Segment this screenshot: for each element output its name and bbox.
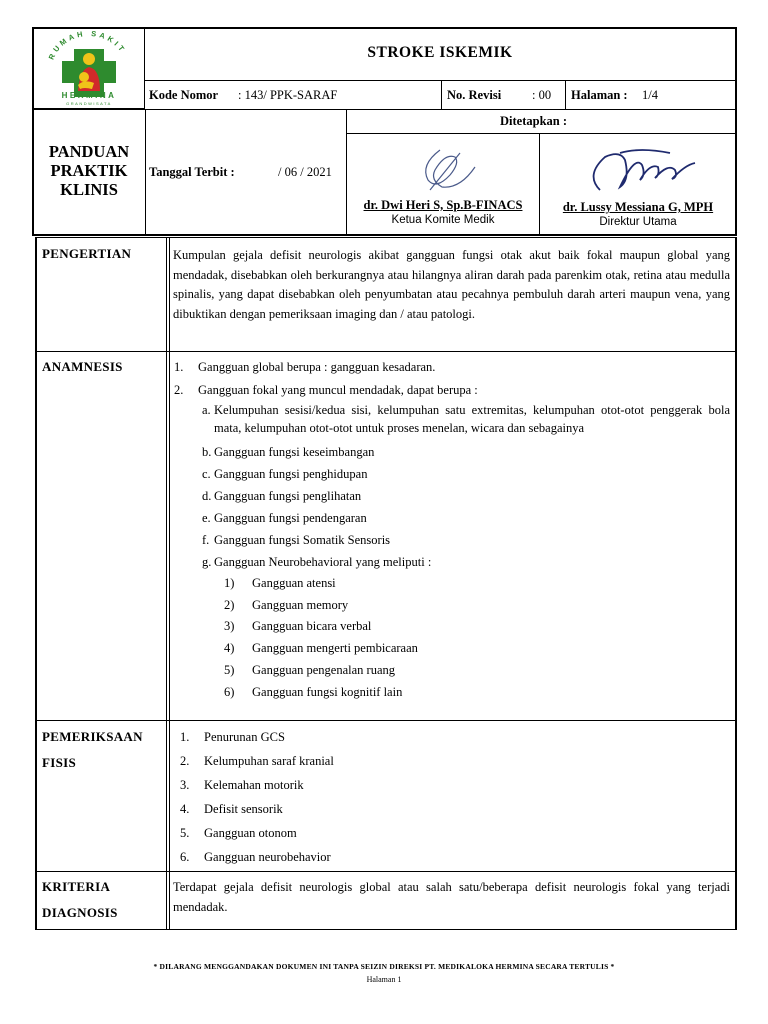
doc-type-line1: PANDUAN xyxy=(48,142,130,161)
anamnesis-label: ANAMNESIS xyxy=(42,359,123,374)
ditetapkan-label: Ditetapkan : xyxy=(500,114,568,128)
neuro-item-3: 3) Gangguan bicara verbal xyxy=(224,619,372,634)
page-value: 1/4 xyxy=(642,88,658,102)
revision-label: No. Revisi xyxy=(447,88,502,102)
logo-tagline: GRANDWISATA xyxy=(66,101,112,106)
row-divider-1 xyxy=(35,351,737,352)
ditetapkan-divider xyxy=(346,133,736,134)
signer-2-role: Direktur Utama xyxy=(599,216,677,228)
pemeriksaan-list xyxy=(180,725,720,869)
footer-warning: * DILARANG MENGGANDAKAN DOKUMEN INI TANPA SEIZIN DIREKSI PT. MEDIKALOKA HERMINA SECARA TERTULIS * xyxy=(153,962,615,971)
neuro-item-1: 1) Gangguan atensi xyxy=(224,576,336,590)
signer-1-role: Ketua Komite Medik xyxy=(391,214,495,226)
document-title: STROKE ISKEMIK xyxy=(367,44,513,61)
neuro-item-6: 6) Gangguan fungsi kognitif lain xyxy=(224,684,403,699)
pemeriksaan-item-1: 1. Penurunan GCS xyxy=(180,730,285,744)
pemeriksaan-item-5: 5. Gangguan otonom xyxy=(180,826,297,840)
signature-2 xyxy=(580,145,710,200)
row-divider xyxy=(33,109,736,110)
page-label: Halaman : xyxy=(571,88,628,102)
anamnesis-sub-a: a. Kelumpuhan sesisi/kedua sisi, kelumpuhan satu extremitas, kelumpuhan otot-otot penggerak bola mata, kelumpuhan otot-otot untuk proses menelan, wicara dan sebagainya xyxy=(202,403,730,435)
anamnesis-sublist xyxy=(202,401,730,703)
anamnesis-sub-c: c. Gangguan fungsi penghidupan xyxy=(202,467,368,481)
pemeriksaan-item-2: 2. Kelumpuhan saraf kranial xyxy=(180,754,334,768)
issue-value: / 06 / 2021 xyxy=(278,165,332,179)
doc-type xyxy=(33,142,145,199)
kriteria-text: Terdapat gejala defisit neurologis global atau salah satu/beberapa defisit neurologis fokal yang terjadi mendadak. xyxy=(173,880,730,914)
row-divider-3 xyxy=(35,871,737,872)
code-label: Kode Nomor xyxy=(149,88,219,102)
pengertian-text: Kumpulan gejala defisit neurologis akibat gangguan fungsi otak akut baik fokal maupun global yang mendadak, disebabkan oleh berkurangnya atau hilangnya aliran darah pada parenkim otak, retina atau medulla spinalis, yang dapat disebabkan oleh penyumbatan atau pecahnya pembuluh darah arteri maupun vena, yang dibuktikan dengan pemeriksaan imaging dan / atau patologi. xyxy=(173,248,730,321)
anamnesis-item-2: 2. Gangguan fokal yang muncul mendadak, dapat berupa : xyxy=(174,383,478,397)
doc-type-line3: KLINIS xyxy=(60,180,118,199)
revision-value: : 00 xyxy=(532,88,552,102)
neuro-item-2: 2) Gangguan memory xyxy=(224,597,349,612)
anamnesis-item-1: 1. Gangguan global berupa : gangguan kesadaran. xyxy=(174,360,436,374)
logo-arc-text: RUMAH SAKIT xyxy=(46,29,128,62)
body-col-divider xyxy=(166,237,167,930)
pemeriksaan-item-4: 4. Defisit sensorik xyxy=(180,802,283,816)
divider-v2 xyxy=(565,80,566,109)
logo-cell xyxy=(33,28,145,109)
pemeriksaan-item-6: 6. Gangguan neurobehavior xyxy=(180,850,331,864)
logo-name: HERMINA xyxy=(61,91,117,100)
kriteria-label: KRITERIA DIAGNOSIS xyxy=(42,879,118,920)
code-value: : 143/ PPK-SARAF xyxy=(238,88,338,102)
divider-v3 xyxy=(145,109,146,236)
pengertian-label: PENGERTIAN xyxy=(42,246,132,261)
anamnesis-sub-b: b. Gangguan fungsi keseimbangan xyxy=(202,445,375,459)
neurobehavioral-list xyxy=(224,573,730,703)
signer-1-name: dr. Dwi Heri S, Sp.B-FINACS xyxy=(363,198,523,212)
divider-v1 xyxy=(441,80,442,109)
signer-2-name: dr. Lussy Messiana G, MPH xyxy=(562,200,714,214)
anamnesis-sub-g: g. Gangguan Neurobehavioral yang meliputi : xyxy=(202,555,432,569)
footer-page: Halaman 1 xyxy=(366,975,402,984)
issue-label: Tanggal Terbit : xyxy=(149,165,235,179)
neuro-item-4: 4) Gangguan mengerti pembicaraan xyxy=(224,641,418,656)
anamnesis-list xyxy=(174,355,730,703)
anamnesis-sub-d: d. Gangguan fungsi penglihatan xyxy=(202,489,362,503)
doc-type-line2: PRAKTIK xyxy=(50,161,128,180)
pemeriksaan-item-3: 3. Kelemahan motorik xyxy=(180,778,304,792)
row-divider-2 xyxy=(35,720,737,721)
anamnesis-sub-f: f. Gangguan fungsi Somatik Sensoris xyxy=(202,533,391,547)
anamnesis-sub-e: e. Gangguan fungsi pendengaran xyxy=(202,511,367,525)
pemeriksaan-label: PEMERIKSAAN FISIS xyxy=(42,729,143,770)
neuro-item-5: 5) Gangguan pengenalan ruang xyxy=(224,662,395,677)
signature-1 xyxy=(400,145,490,195)
body-col-divider-2 xyxy=(169,237,170,930)
